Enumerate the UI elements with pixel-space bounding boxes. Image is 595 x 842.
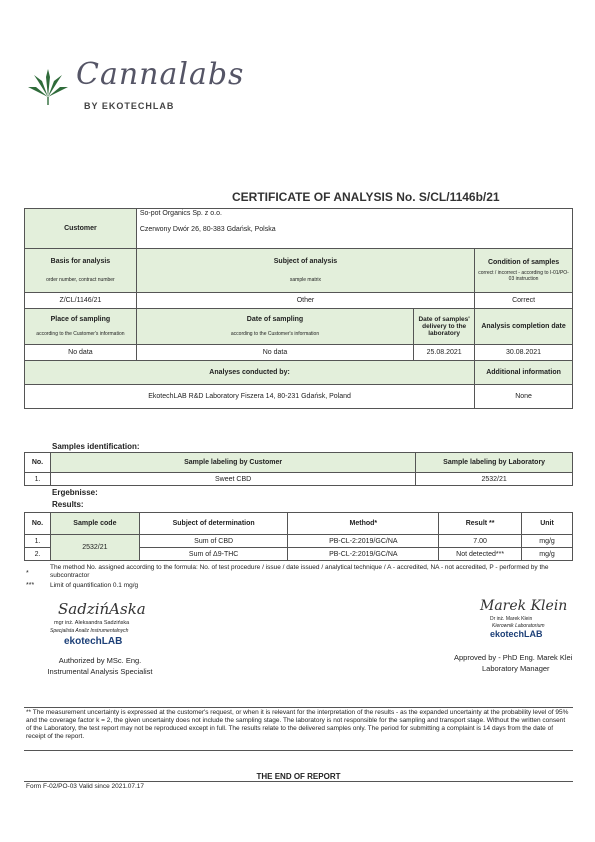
samples-no: 1. [25, 473, 51, 486]
customer-address: Czerwony Dwór 26, 80-383 Gdańsk, Polska [139, 226, 276, 233]
table-row [25, 535, 573, 548]
left-authorized-line2: Instrumental Analysis Specialist [47, 667, 153, 676]
results-col-unit: Unit [522, 513, 573, 535]
disclaimer: ** The measurement uncertainty is expressed at the customer's request, or when it is relevant for the interpretation of the results - as the expanded uncertainty at the probability level of 95% and the coverage factor k = 2, the given uncertainty does not include the sampling stage. The laboratory is not responsible for the sampling and transport stage. Without the written consent of the Laboratory, the test report may not be reproduced except in full. The results relate to the delivered samples only. The period for submitting a complaint is 14 days from the date of receipt of the report. [26, 709, 569, 740]
page-title: CERTIFICATE OF ANALYSIS No. S/CL/1146b/21 [232, 190, 500, 204]
samples-col-customer: Sample labeling by Customer [50, 453, 415, 473]
left-signature: SadzińAska [58, 600, 146, 618]
additional-label: Additional information [475, 361, 573, 385]
left-signature-block [40, 600, 180, 710]
samples-col-lab: Sample labeling by Laboratory [416, 453, 573, 473]
result-method: PB-CL-2:2019/GC/NA [288, 548, 439, 561]
right-approved-line1: Approved by - PhD Eng. Marek Klei [454, 653, 573, 662]
samples-table [24, 452, 573, 486]
left-stamp-title: Specjalista Analiz Instrumentalnych [50, 628, 129, 634]
right-signature: Marek Klein [480, 598, 568, 614]
right-stamp-company: ekotechLAB [490, 629, 543, 639]
results-col-subject: Subject of determination [139, 513, 288, 535]
place-header [25, 309, 137, 345]
divider-top [24, 707, 573, 708]
basis-label: Basis for analysis [50, 258, 111, 265]
note-star3-text: Limit of quantification 0.1 mg/g [50, 582, 139, 589]
subject-value: Other [136, 293, 474, 309]
info-table [24, 208, 573, 409]
note-star1-text: The method No. assigned according to the formula: No. of test procedure / issue / date issued / analytical technique / A - accredited, NA - not accredited, P - performed by the subcontractor [50, 564, 549, 579]
customer-label: Customer [25, 209, 137, 249]
note-star3-mark: *** [26, 582, 35, 589]
result-subject: Sum of CBD [139, 535, 288, 548]
left-stamp-company: ekotechLAB [64, 636, 123, 647]
note-star1-mark: * [26, 570, 29, 577]
subject-sub: sample matrix [289, 277, 322, 283]
logo [28, 55, 245, 115]
place-value: No data [25, 345, 137, 361]
samples-heading: Samples identification: [52, 442, 140, 451]
result-value: Not detected*** [439, 548, 522, 561]
condition-value: Correct [475, 293, 573, 309]
place-sub: according to the Customer's information [36, 331, 125, 337]
date-sub: according to the Customer's information [230, 331, 320, 337]
result-unit: mg/g [522, 548, 573, 561]
result-method: PB-CL-2:2019/GC/NA [288, 535, 439, 548]
basis-value: Z/CL/1146/21 [25, 293, 137, 309]
result-value: 7.00 [439, 535, 522, 548]
customer-name: So-pot Organics Sp. z o.o. [139, 210, 222, 217]
results-col-no: No. [25, 513, 51, 535]
right-stamp-name: Dr inż. Marek Klein [490, 616, 533, 622]
form-id: Form F-02/PO-03 Valid since 2021.07.17 [26, 783, 145, 790]
conducted-label: Analyses conducted by: [25, 361, 475, 385]
condition-header [475, 249, 573, 293]
subject-header [136, 249, 474, 293]
basis-sub: order number, contract number [46, 277, 115, 283]
results-col-code: Sample code [50, 513, 139, 535]
condition-label: Condition of samples [487, 259, 560, 266]
left-stamp-name: mgr inż. Aleksandra Sadzińska [54, 620, 130, 626]
date-value: No data [136, 345, 413, 361]
result-no: 1. [25, 535, 51, 548]
delivery-value: 25.08.2021 [414, 345, 475, 361]
right-approved-line2: Laboratory Manager [482, 664, 550, 673]
results-col-result: Result ** [439, 513, 522, 535]
logo-name: Cannalabs [76, 57, 245, 92]
divider-bottom [24, 750, 573, 751]
samples-lab: 2532/21 [416, 473, 573, 486]
right-stamp-title: Kierownik Laboratorium [492, 623, 545, 629]
subject-label: Subject of analysis [273, 258, 338, 265]
results-col-method: Method* [288, 513, 439, 535]
delivery-label: Date of samples' delivery to the laboratory [414, 309, 475, 345]
completion-value: 30.08.2021 [475, 345, 573, 361]
table-row [25, 473, 573, 486]
condition-sub: correct / incorrect - according to I-01/PO-03 instruction [478, 270, 569, 282]
result-subject: Sum of Δ9-THC [139, 548, 288, 561]
results-heading-de: Ergebnisse: [52, 488, 98, 497]
completion-label: Analysis completion date [475, 309, 573, 345]
result-no: 2. [25, 548, 51, 561]
place-label: Place of sampling [50, 316, 111, 323]
samples-col-no: No. [25, 453, 51, 473]
logo-subtitle: BY EKOTECHLAB [84, 101, 175, 111]
date-label: Date of sampling [246, 316, 304, 323]
conducted-value: EkotechLAB R&D Laboratory Fiszera 14, 80-231 Gdańsk, Poland [25, 385, 475, 409]
end-line [24, 781, 573, 782]
customer-cell [136, 209, 572, 249]
right-signature-block [440, 598, 580, 708]
result-unit: mg/g [522, 535, 573, 548]
end-of-report: THE END OF REPORT [256, 772, 341, 781]
cannabis-leaf-icon [28, 67, 68, 107]
samples-customer: Sweet CBD [50, 473, 415, 486]
results-heading: Results: [52, 500, 84, 509]
left-authorized-line1: Authorized by MSc. Eng. [58, 656, 142, 665]
results-table [24, 512, 573, 561]
basis-header [25, 249, 137, 293]
result-code: 2532/21 [50, 535, 139, 561]
additional-value: None [475, 385, 573, 409]
date-header [136, 309, 413, 345]
